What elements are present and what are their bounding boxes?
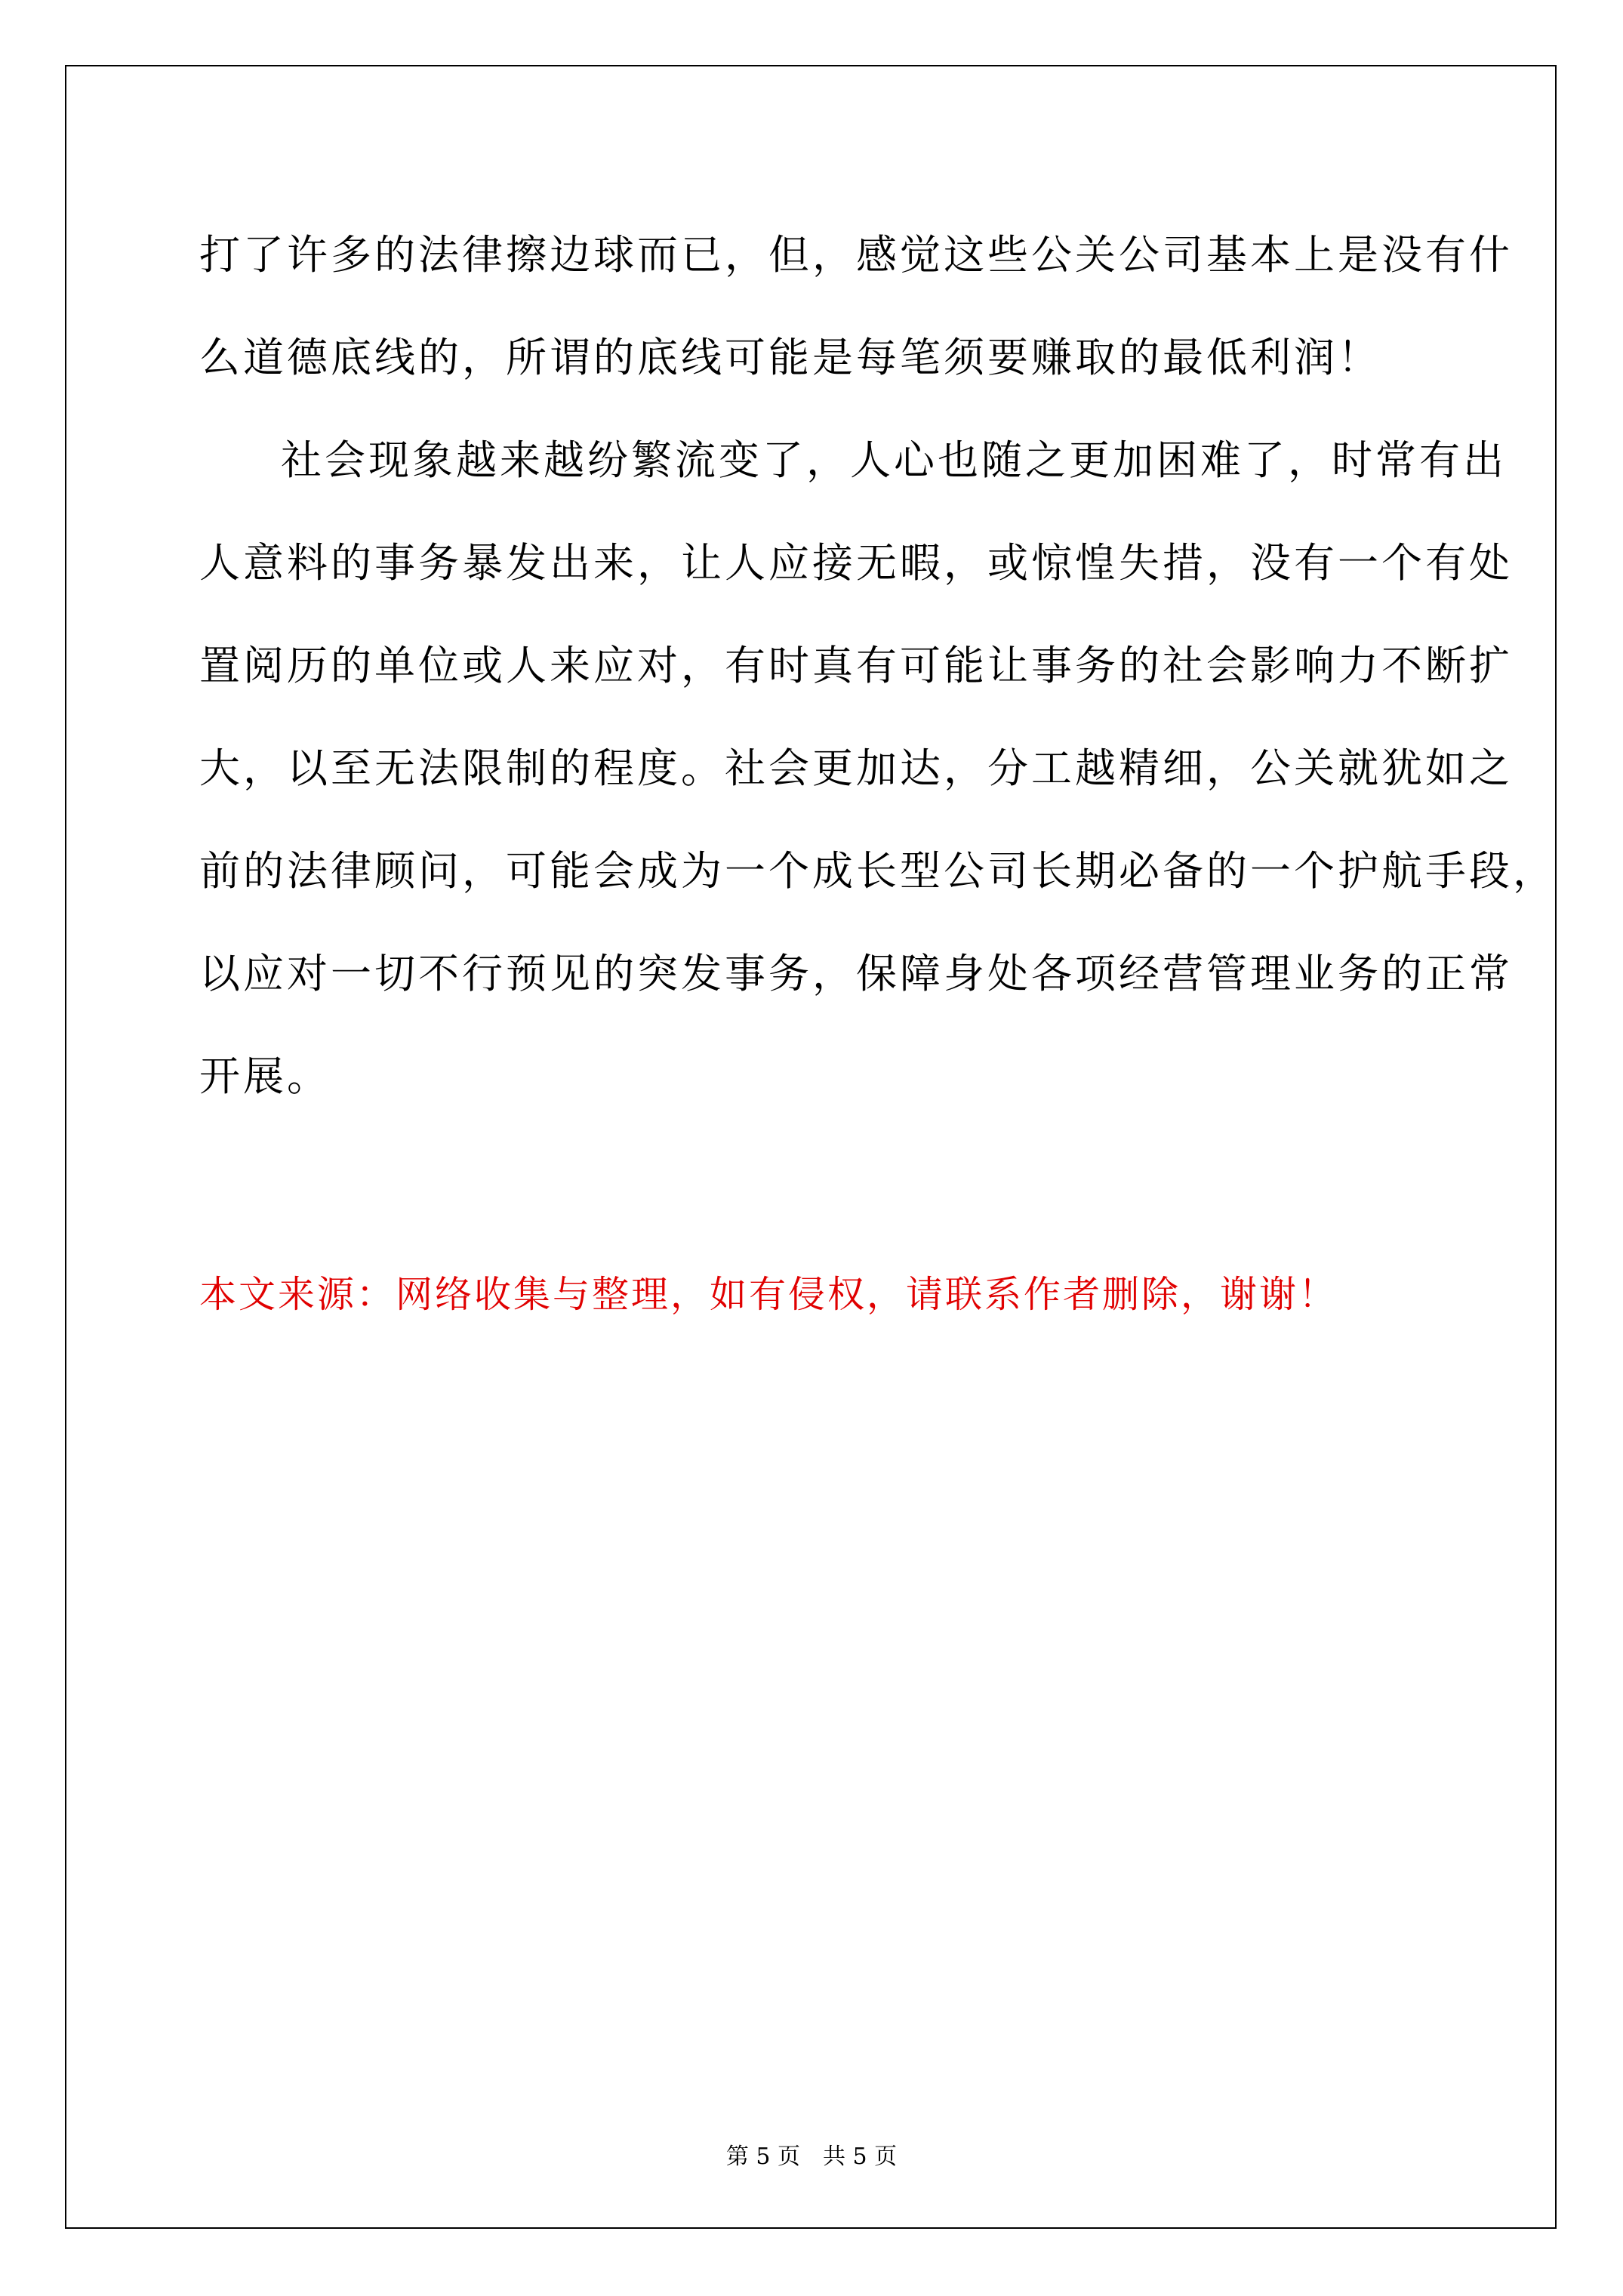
paragraph-line: 以应对一切不行预见的突发事务，保障身处各项经营管理业务的正常 — [199, 950, 1513, 997]
source-note: 本文来源：网络收集与整理，如有侵权，请联系作者删除，谢谢！ — [199, 1273, 1338, 1316]
paragraph-line: 人意料的事务暴发出来，让人应接无暇，或惊惶失措，没有一个有处 — [199, 539, 1513, 587]
document-body — [199, 204, 1557, 1128]
page-number-total: 共 5 页 — [823, 2143, 898, 2170]
paragraph-2 — [199, 409, 1557, 1128]
paragraph-line: 开展。 — [199, 1052, 331, 1100]
page-footer — [0, 2142, 1623, 2172]
paragraph-line: 社会现象越来越纷繁流变了，人心也随之更加困难了，时常有出 — [281, 436, 1507, 484]
paragraph-line: 前的法律顾问，可能会成为一个成长型公司长期必备的一个护航手段， — [199, 847, 1557, 895]
paragraph-line: 大，以至无法限制的程度。社会更加达，分工越精细，公关就犹如之 — [199, 744, 1513, 792]
paragraph-line: 么道德底线的，所谓的底线可能是每笔须要赚取的最低利润！ — [199, 334, 1381, 381]
paragraph-line: 置阅历的单位或人来应对，有时真有可能让事务的社会影响力不断扩 — [199, 642, 1513, 689]
paragraph-line: 打了许多的法律擦边球而已，但，感觉这些公关公司基本上是没有什 — [199, 231, 1513, 279]
page-number-current: 第 5 页 — [725, 2143, 800, 2170]
paragraph-1 — [199, 204, 1513, 409]
